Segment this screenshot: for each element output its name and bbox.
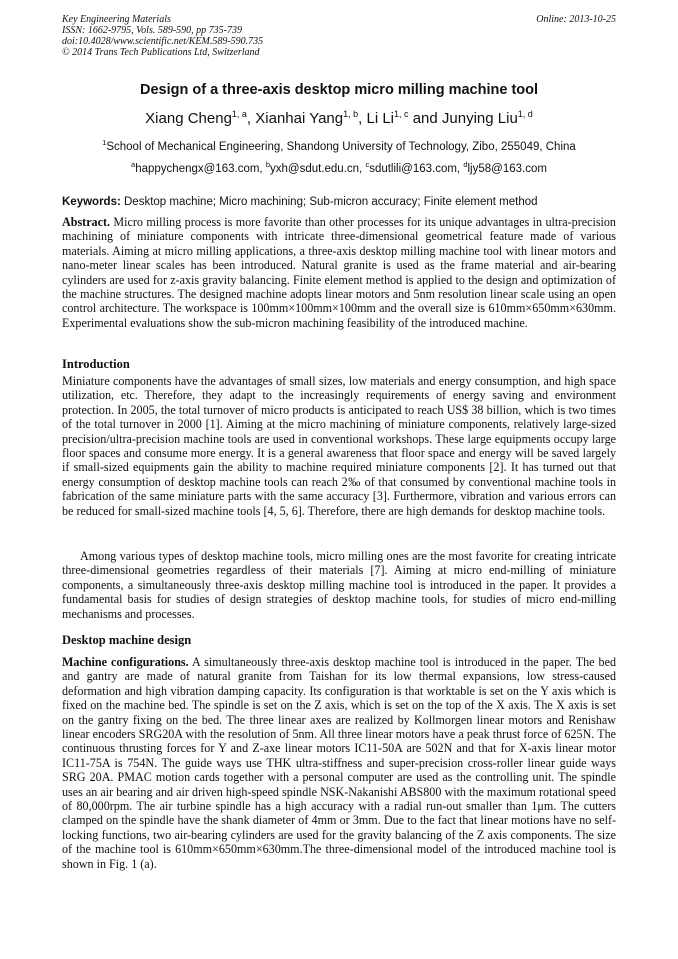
copyright-line: © 2014 Trans Tech Publications Ltd, Switzerland xyxy=(62,47,260,58)
affiliation xyxy=(0,138,678,153)
machine-configurations-text: A simultaneously three-axis desktop machine tool is introduced in the paper. The bed and gantry are made of natural granite from Taishan for its low thermal expansions, low stress-caused deformation and high vibration damping capacity. Its configuration is that worktable is set on the Y axis which is fixed on the machine bed. The spindle is set on the Z axis, which is set on the top of the X axis. The X axis is set on the gantry fixing on the bed. The three linear axes are realized by Kollmorgen linear motors and Renishaw linear encoders SRG20A with the resolution of 5nm. All three linear motors have a peak thrust force of 625N. The continuous thrusting forces for Y and Z-axe linear motors IC11-50A are 502N and that for X-axis linear motor IC11-75A is 754N. The guide ways use THK ultra-stiffness and super-precision cross-roller linear guide ways SRG 20A. PMAC motion cards together with a personal computer are used as the controlling unit. The spindle uses an air bearing and air driven high-speed spindle NSK-Nakanishi ABS800 with the maximum rotational speed of 80,000rpm. The air turbine spindle has a high accuracy with a radial run-out smaller than 1μm. The cutters clamped on the spindle have the shank diameter of 4mm or 3mm. Due to the fact that linear motions have no self-locking functions, two air-bearing cylinders are used for the gravity balancing of the Z axis components. The size of the machine tool is 610mm×650mm×630mm.The three-dimensional model of the introduced machine tool is shown in Fig. 1 (a). xyxy=(62,655,617,871)
email-superscript: b xyxy=(265,160,270,169)
author-name: Xianhai Yang xyxy=(255,110,344,127)
design-heading: Desktop machine design xyxy=(62,633,192,647)
abstract xyxy=(62,215,616,330)
email-address[interactable]: ljy58@163.com xyxy=(467,162,547,175)
author-conjunction: and xyxy=(412,110,438,127)
introduction-paragraph: Among various types of desktop machine tools, micro milling ones are the most favorite for creating intricate three-dimensional geometries regardless of their materials [7]. Aiming at micro end-milling of miniature components, a simultaneously three-axis desktop milling machine tool is introduced in the paper. It provides a fundamental basis for studies of design strategies of desktop machine tools, for studies of micro end-milling mechanisms and processes. xyxy=(62,549,616,621)
author-superscript: 1, c xyxy=(394,109,409,119)
author-name: Li Li xyxy=(366,110,395,127)
email-address[interactable]: yxh@sdut.edu.cn, xyxy=(270,162,363,175)
author-name: Xiang Cheng xyxy=(145,110,232,127)
doi-link[interactable]: doi:10.4028/www.scientific.net/KEM.589-590.735 xyxy=(62,36,264,47)
issn-line: ISSN: 1662-9795, Vols. 589-590, pp 735-739 xyxy=(62,25,242,36)
online-date: Online: 2013-10-25 xyxy=(536,14,616,25)
author-superscript: 1, b xyxy=(343,109,359,119)
keywords-text: Desktop machine; Micro machining; Sub-micron accuracy; Finite element method xyxy=(124,196,538,208)
paper-title: Design of a three-axis desktop micro milling machine tool xyxy=(139,82,539,98)
author-superscript: 1, d xyxy=(517,109,533,119)
machine-configurations-label: Machine configurations. xyxy=(62,655,189,669)
affiliation-superscript: 1 xyxy=(102,138,107,147)
abstract-text: Micro milling process is more favorite than other processes for its unique advantages in ultra-precision machining of miniature components with intricate three-dimensional geometrical feature made of various materials. Aiming at micro milling applications, a three-axis desktop milling machine tool with linear motors and nano-meter linear scales has been introduced. Natural granite is used as the frame material and air-bearing cylinders are used for z-axis gravity balancing. Finite element method is applied to the design and optimization of the machine structures. The designed machine adopts linear motors and 5nm resolution linear scale using an open control architecture. The workspace is 100mm×100mm×100mm and the overall size is 610mm×650mm×630mm. Experimental evaluations show the sub-micron machining feasibility of the introduced machine. xyxy=(62,215,616,330)
author-list: Xiang Cheng$^{1, a}$, Xianhai Yang$^{1, b}$, Li Li$^{1, c}$ and Junying Liu$^{1, d}$ xyxy=(145,109,533,127)
email-superscript: a xyxy=(131,160,136,169)
machine-configurations-paragraph xyxy=(62,655,616,871)
author-superscript: 1, a xyxy=(231,109,247,119)
email-list xyxy=(0,160,678,175)
affiliation-text: School of Mechanical Engineering, Shandong University of Technology, Zibo, 255049, China xyxy=(106,140,576,153)
email-address[interactable]: sdutlili@163.com, xyxy=(369,162,461,175)
abstract-label: Abstract. xyxy=(62,215,111,229)
email-address[interactable]: happychengx@163.com, xyxy=(135,162,263,175)
email-superscript: d xyxy=(463,160,468,169)
introduction-paragraph: Miniature components have the advantages of small sizes, low materials and energy consumption, and high space utilization, etc. Therefore, they adapt to the increasingly requirements of energy saving and environment protection. In 2005, the total turnover of micro products is anticipated to reach US$ 38 billion, which is two times of the total turnover in 2000 [1]. Aiming at the micro machining of miniature components, relatively large-sized precision/ultra-precision machine tools are used in conventional workshops. These large equipments occupy large floor spaces and consume more energy. It is a general awareness that floor space and energy will be saved largely if small-sized equipments gain the ability to machine required miniature components [2]. It has turned out that energy consumption of desktop machine tools can reach 2‰ of that consumed by conventional machine tools in fabrication of the same miniature parts with the same accuracy [3]. Furthermore, vibration and various errors can be reduced for small-sized machine tools [4, 5, 6]. Therefore, there are high demands for desktop machine tools. xyxy=(62,374,616,518)
keywords-label: Keywords: xyxy=(62,196,121,208)
introduction-heading: Introduction xyxy=(62,357,130,371)
journal-name: Key Engineering Materials xyxy=(62,14,171,25)
keywords xyxy=(62,196,616,208)
journal-header xyxy=(62,14,263,58)
author-name: Junying Liu xyxy=(441,110,518,127)
email-superscript: c xyxy=(365,160,370,169)
